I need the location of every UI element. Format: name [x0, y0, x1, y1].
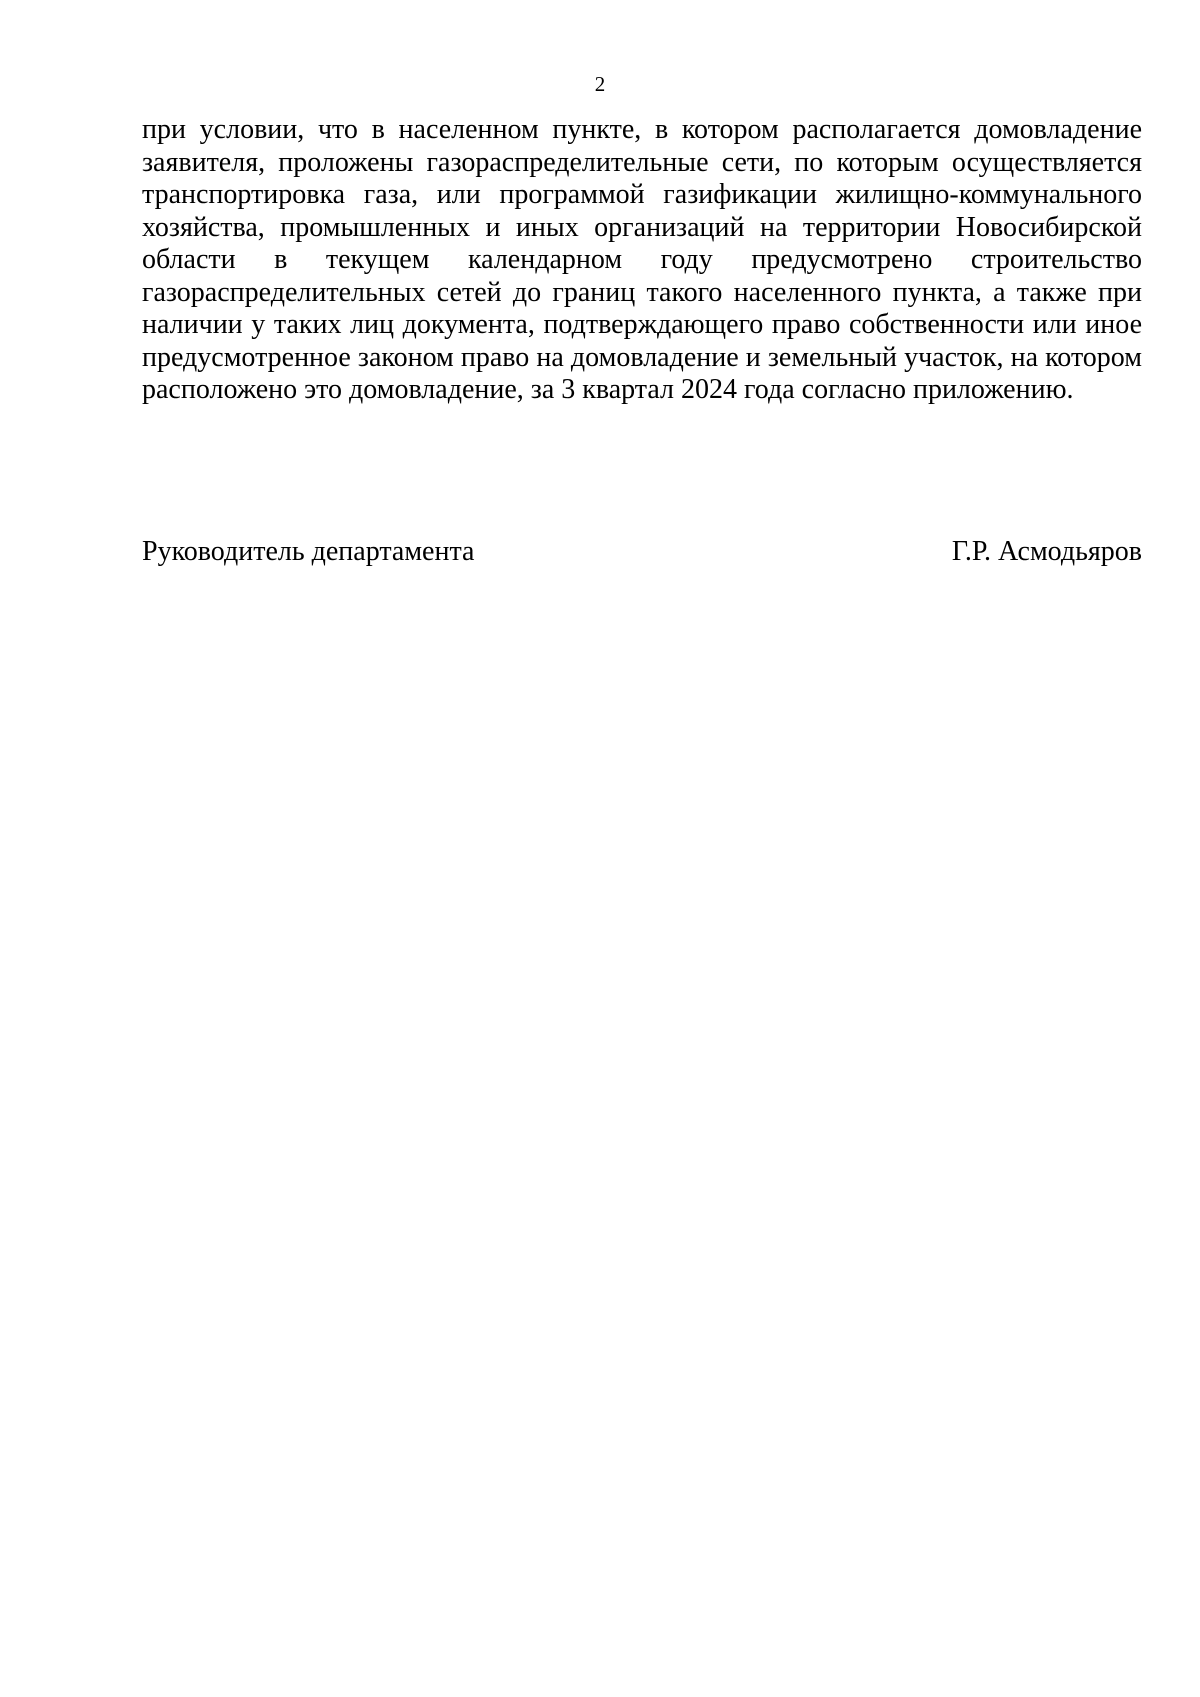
body-paragraph: при условии, что в населенном пункте, в котором располагается домовладение заявителя, проложены газораспределительные сети, по которым осуществляется транспортировка газа, или программой газификации жилищно-коммунального хозяйства, промышленных и иных организаций на территории Новосибирской области в текущем календарном году предусмотрено строительство газораспределительных сетей до границ такого населенного пункта, а также при наличии у таких лиц документа, подтверждающего право собственности или иное предусмотренное законом право на домовладение и земельный участок, на котором расположено это домовладение, за 3 квартал 2024 года согласно приложению.	[142, 114, 1142, 405]
page-number: 2	[594, 72, 606, 96]
signatory-position: Руководитель департамента	[142, 536, 475, 567]
signatory-name: Г.Р. Асмодьяров	[951, 536, 1142, 567]
signature-block	[142, 535, 1142, 569]
